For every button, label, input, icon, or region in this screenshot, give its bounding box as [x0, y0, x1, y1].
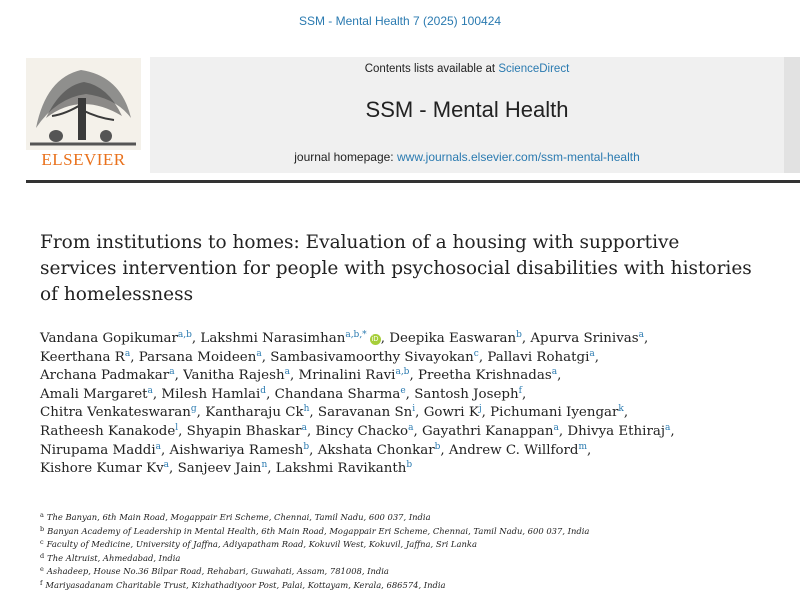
author-affiliation-marker[interactable]: f [518, 385, 522, 396]
author-affiliation-marker[interactable]: a [408, 422, 414, 433]
author-name[interactable]: Santosh Joseph [414, 386, 519, 402]
author-name[interactable]: Chandana Sharma [274, 386, 401, 402]
article-title-line: of homelessness [40, 284, 194, 305]
author-name[interactable]: Kantharaju Ck [205, 405, 304, 421]
author-affiliation-marker[interactable]: a [553, 422, 559, 433]
affiliation-key: e [40, 565, 44, 574]
author-name[interactable]: Mrinalini Ravi [298, 368, 396, 384]
author-name[interactable]: Dhivya Ethiraj [567, 423, 665, 439]
affiliation-key: d [40, 551, 45, 560]
author-affiliation-marker[interactable]: a [301, 422, 307, 433]
author-affiliation-marker[interactable]: d [260, 385, 267, 396]
author-affiliation-marker[interactable]: a [589, 348, 595, 359]
affiliation-key: c [40, 538, 44, 547]
author-name[interactable]: Bincy Chacko [315, 423, 409, 439]
author-affiliation-marker[interactable]: l [175, 422, 179, 433]
author-line: Kishore Kumar Kv$^a$, Sanjeev Jain$^n$, Lakshmi Ravikanth$^b$ [40, 460, 413, 477]
author-affiliation-marker[interactable]: a [124, 348, 131, 359]
author-affiliation-marker[interactable]: a [155, 441, 162, 452]
author-affiliation-marker[interactable]: a [163, 460, 170, 471]
author-name[interactable]: Gowri K [423, 405, 479, 421]
author-name[interactable]: Lakshmi Narasimhan [200, 331, 346, 346]
journal-citation [0, 14, 800, 28]
affiliation-text: Banyan Academy of Leadership in Mental Health, 6th Main Road, Mogappair Eri Scheme, Chennai, Tamil Nadu, 600 037, India [47, 525, 590, 536]
author-name[interactable]: Saravanan Sn [317, 405, 413, 421]
header-divider [26, 180, 800, 183]
author-name[interactable]: Vanitha Rajesh [183, 368, 285, 384]
author-affiliation-marker[interactable]: a [169, 367, 175, 378]
author-name[interactable]: Pallavi Rohatgi [487, 349, 590, 365]
sciencedirect-link[interactable]: ScienceDirect [498, 63, 570, 75]
citation-link[interactable]: SSM - Mental Health 7 (2025) 100424 [298, 14, 502, 28]
journal-cover-thumbnail [784, 57, 800, 173]
author-affiliation-marker[interactable]: g [190, 404, 197, 415]
affiliation-list [40, 511, 790, 593]
author-name[interactable]: Ratheesh Kanakode [40, 423, 176, 439]
author-name[interactable]: Nirupama Maddi [40, 442, 156, 458]
article-title-line: services intervention for people with psychosocial disabilities with histories [40, 258, 752, 279]
author-line: Vandana Gopikumar$^{a,b}$, Lakshmi Narasimhan$^{a,b,*}$ iD , Deepika Easwaran$^b$, Apurva Srinivas$^a$, [40, 330, 649, 346]
author-affiliation-marker[interactable]: b [434, 441, 441, 452]
author-name[interactable]: Gayathri Kanappan [421, 423, 554, 439]
author-name[interactable]: Deepika Easwaran [389, 331, 517, 346]
author-line: Nirupama Maddi$^a$, Aishwariya Ramesh$^b$, Akshata Chonkar$^b$, Andrew C. Willford$^m$, [40, 441, 592, 458]
author-name[interactable]: Sanjeev Jain [177, 461, 262, 477]
author-affiliation-marker[interactable]: h [303, 404, 310, 415]
author-name[interactable]: Apurva Srinivas [530, 331, 639, 346]
article-title [40, 230, 790, 308]
affiliation-item [40, 511, 790, 525]
author-name[interactable]: Vandana Gopikumar [40, 331, 178, 346]
author-name[interactable]: Lakshmi Ravikanth [275, 461, 407, 477]
article-title-line: From institutions to homes: Evaluation of a housing with supportive [40, 232, 680, 253]
author-affiliation-marker[interactable]: a [551, 367, 558, 378]
affiliation-text: Ashadeep, House No.36 Bilpar Road, Rehabari, Guwahati, Assam, 781008, India [46, 566, 389, 577]
author-name[interactable]: Sambasivamoorthy Sivayokan [270, 349, 474, 365]
author-affiliation-marker[interactable]: a,b [177, 330, 192, 340]
affiliation-item [40, 525, 790, 539]
affiliation-key: a [40, 511, 44, 519]
journal-homepage: journal homepage: www.journals.elsevier.com/ssm-mental-health [294, 150, 640, 164]
author-affiliation-marker[interactable]: b [516, 330, 522, 340]
affiliation-item [40, 565, 790, 579]
author-affiliation-marker[interactable]: j [478, 404, 482, 415]
affiliation-item [40, 552, 790, 566]
author-affiliation-marker[interactable]: c [473, 348, 479, 359]
author-name[interactable]: Akshata Chonkar [317, 442, 435, 458]
author-line: Archana Padmakar$^a$, Vanitha Rajesh$^a$, Mrinalini Ravi$^{a,b}$, Preetha Krishnadas$^a$, [40, 367, 562, 384]
journal-title: SSM - Mental Health [365, 97, 569, 122]
author-affiliation-marker[interactable]: m [578, 441, 588, 452]
author-affiliation-marker[interactable]: b [303, 441, 310, 452]
author-affiliation-marker[interactable]: a [284, 367, 290, 378]
journal-banner [150, 57, 784, 173]
author-list [40, 330, 795, 479]
author-affiliation-marker[interactable]: a [665, 422, 671, 433]
affiliation-text: Mariyasadanam Charitable Trust, Kizhathadiyoor Post, Palai, Kottayam, Kerala, 686574, India [45, 579, 446, 590]
affiliation-text: The Banyan, 6th Main Road, Mogappair Eri Scheme, Chennai, Tamil Nadu, 600 037, India [46, 512, 431, 522]
author-affiliation-marker[interactable]: i [412, 404, 416, 415]
orcid-icon[interactable]: iD [370, 334, 381, 345]
author-line: Ratheesh Kanakode$^l$, Shyapin Bhaskar$^a$, Bincy Chacko$^a$, Gayathri Kanappan$^a$, Dhivya Ethiraj$^a$, [40, 422, 675, 439]
affiliation-text: Faculty of Medicine, University of Jaffna, Adiyapatham Road, Kokuvil West, Kokuvil, Jaffna, Sri Lanka [46, 539, 477, 550]
affiliation-item [40, 579, 790, 593]
author-affiliation-marker[interactable]: a,b [395, 367, 410, 378]
author-name[interactable]: Parsana Moideen [138, 349, 257, 365]
affiliation-text: The Altruist, Ahmedabad, India [47, 552, 181, 563]
author-affiliation-marker[interactable]: b [406, 460, 413, 471]
author-name[interactable]: Archana Padmakar [40, 368, 170, 384]
author-name[interactable]: Preetha Krishnadas [417, 368, 552, 384]
author-name[interactable]: Keerthana R [40, 349, 125, 365]
contents-available: Contents lists available at ScienceDirect [364, 63, 570, 75]
author-name[interactable]: Kishore Kumar Kv [40, 461, 164, 477]
author-affiliation-marker[interactable]: a [638, 330, 645, 340]
author-name[interactable]: Milesh Hamlai [161, 386, 261, 402]
author-affiliation-marker[interactable]: a [147, 385, 153, 396]
affiliation-key: f [40, 578, 43, 587]
author-line: Chitra Venkateswaran$^g$, Kantharaju Ck$^h$, Saravanan Sn$^i$, Gowri $K^j$, Pichumani Iyengar$^k$, [40, 404, 629, 421]
publisher-wordmark: ELSEVIER [41, 150, 126, 169]
author-affiliation-marker[interactable]: e [400, 385, 406, 396]
author-affiliation-marker[interactable]: n [261, 460, 268, 471]
author-name[interactable]: Chitra Venkateswaran [40, 405, 191, 421]
author-name[interactable]: Andrew C. Willford [448, 442, 579, 458]
author-affiliation-marker[interactable]: a,b,* [345, 330, 367, 340]
author-line: Amali Margaret$^a$, Milesh Hamlai$^d$, Chandana Sharma$^e$, Santosh Joseph$^f$, [40, 385, 527, 402]
author-name[interactable]: Aishwariya Ramesh [169, 442, 304, 458]
author-name[interactable]: Shyapin Bhaskar [186, 423, 302, 439]
homepage-link[interactable]: www.journals.elsevier.com/ssm-mental-health [396, 150, 640, 164]
author-affiliation-marker[interactable]: a [256, 348, 262, 359]
author-affiliation-marker[interactable]: k [618, 404, 624, 415]
author-line: Keerthana $R^a$, Parsana Moideen$^a$, Sambasivamoorthy Sivayokan$^c$, Pallavi Rohatgi$^a$, [40, 348, 600, 365]
author-name[interactable]: Pichumani Iyengar [490, 405, 619, 421]
affiliation-item [40, 538, 790, 552]
author-name[interactable]: Amali Margaret [40, 386, 148, 402]
affiliation-key: b [40, 524, 45, 533]
